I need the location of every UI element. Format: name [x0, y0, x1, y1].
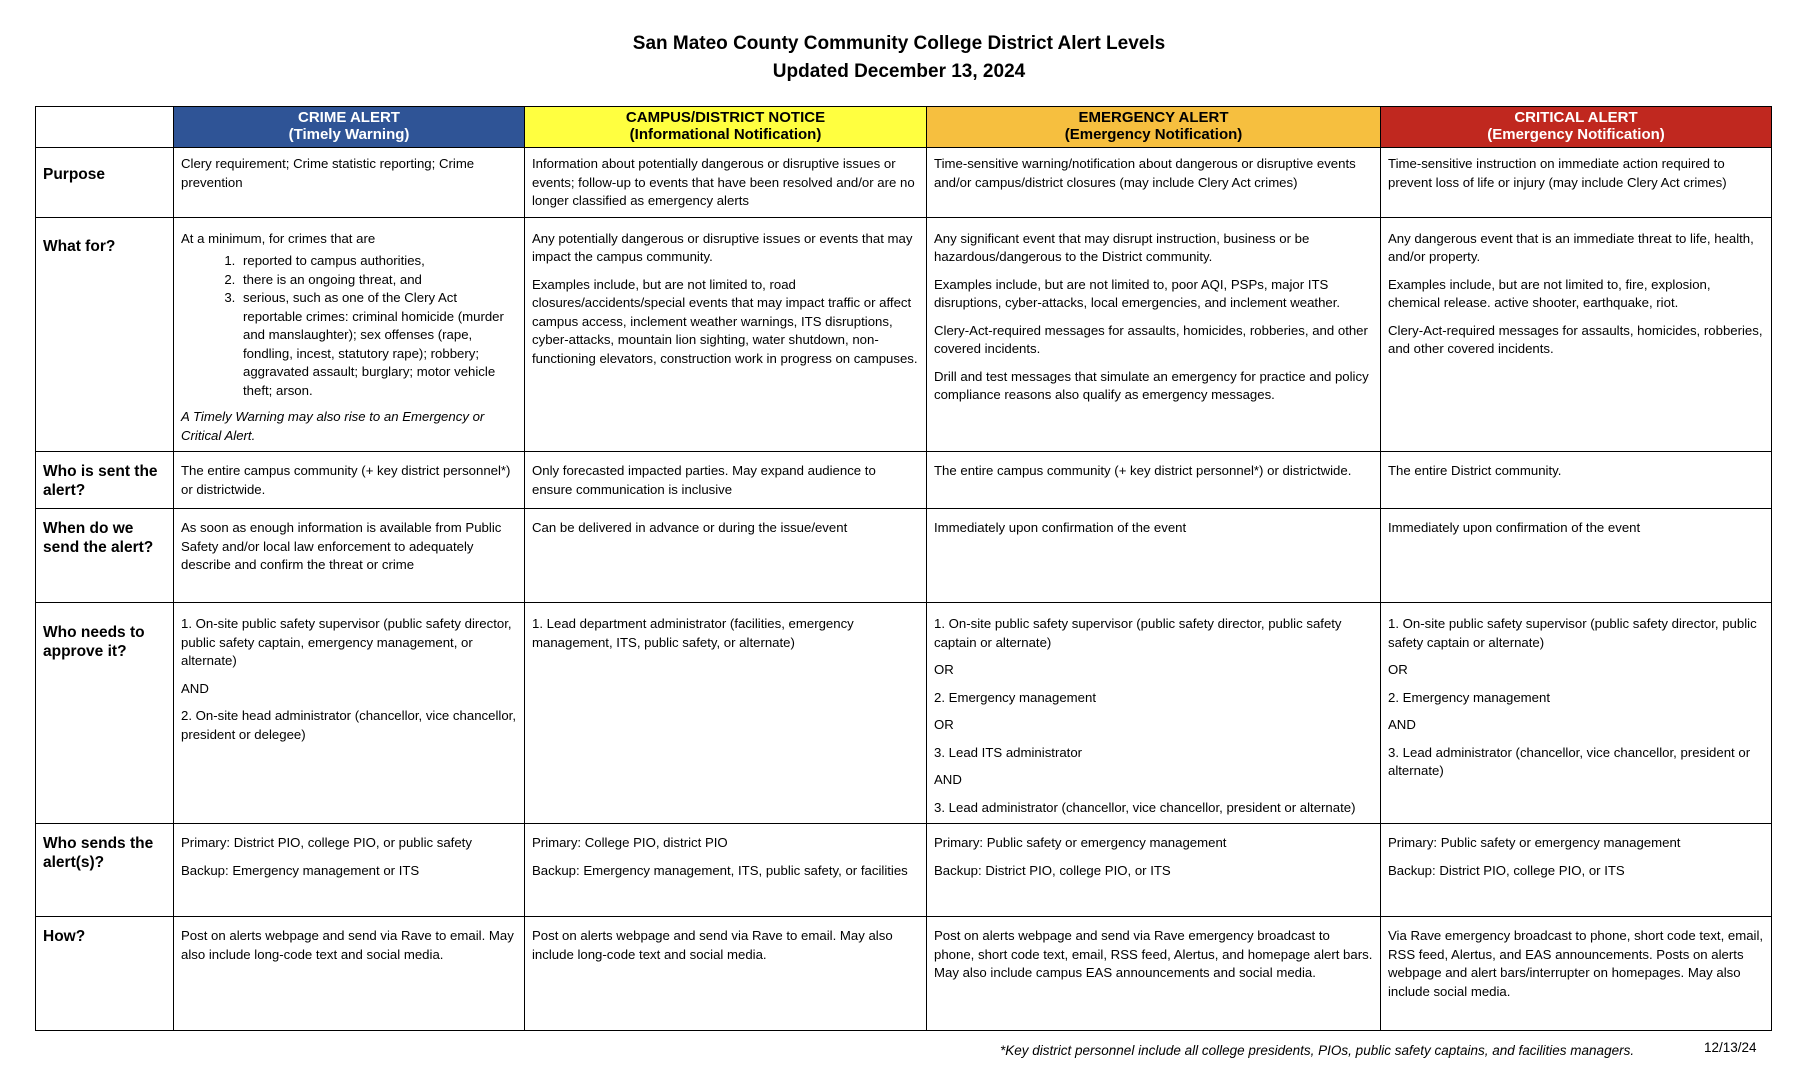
cell-crime: As soon as enough information is available from Public Safety and/or local law enforcement to adequately describe and confirm the threat or crime — [174, 509, 525, 603]
row-label: Who is sent the alert? — [36, 452, 174, 509]
cell-crime — [174, 603, 525, 824]
cell-text: Primary: College PIO, district PIO — [532, 835, 728, 850]
header-title: EMERGENCY ALERT — [1078, 109, 1229, 126]
header-crime-alert — [174, 107, 525, 148]
cell-text: AND — [181, 680, 209, 696]
header-title: CRITICAL ALERT — [1514, 109, 1638, 126]
crime-criteria-list — [181, 252, 517, 400]
cell-crime — [174, 217, 525, 452]
cell-text: 3. Lead administrator (chancellor, vice chancellor, president or alternate) — [1388, 744, 1751, 778]
cell-notice — [525, 603, 927, 824]
cell-critical: Immediately upon confirmation of the event — [1381, 509, 1772, 603]
cell-critical — [1381, 217, 1772, 452]
document-subtitle: Updated December 13, 2024 — [772, 61, 1026, 82]
cell-notice: Can be delivered in advance or during the issue/event — [525, 509, 927, 603]
row-when — [36, 509, 1772, 603]
cell-text: OR — [934, 717, 954, 732]
cell-emergency: Post on alerts webpage and send via Rave emergency broadcast to phone, short code text, email, RSS feed, Alertus, and homepage alert bars. May also include campus EAS announcements and social media. — [927, 917, 1381, 1031]
cell-notice: Only forecasted impacted parties. May expand audience to ensure communication is inclusive — [525, 452, 927, 509]
cell-text: OR — [934, 662, 954, 677]
cell-crime: Post on alerts webpage and send via Rave to email. May also include long-code text and social media. — [174, 917, 525, 1031]
list-item: 3. serious, such as one of the Clery Act reportable crimes: criminal homicide (murder and manslaughter); sex offenses (rape, fondling, incest, statutory rape); robbery; aggravated assault; burglary; motor vehicle theft; arson. — [239, 289, 517, 400]
cell-crime: Clery requirement; Crime statistic reporting; Crime prevention — [174, 148, 525, 218]
header-subtitle: (Emergency Notification) — [1487, 126, 1665, 143]
cell-text: 1. On-site public safety supervisor (public safety director, public safety captain, emergency management, or alternate) — [181, 616, 512, 668]
cell-crime: The entire campus community (+ key district personnel*) or districtwide. — [174, 452, 525, 509]
cell-critical: Time-sensitive instruction on immediate action required to prevent loss of life or injury (may include Clery Act crimes) — [1381, 148, 1772, 218]
cell-text: Backup: District PIO, college PIO, or ITS — [1388, 862, 1625, 878]
row-who-sends — [36, 824, 1772, 917]
cell-text: 1. On-site public safety supervisor (public safety director, public safety captain or alternate) — [934, 616, 1342, 650]
header-critical-alert — [1381, 107, 1772, 148]
cell-notice: Post on alerts webpage and send via Rave to email. May also include long-code text and social media. — [525, 917, 927, 1031]
cell-critical — [1381, 824, 1772, 917]
row-purpose — [36, 148, 1772, 218]
cell-text: Examples include, but are not limited to, road closures/accidents/special events that may impact traffic or affect campus access, inclement weather warnings, ITS disruptions, cyber-attacks, mountain lion sighting, water shutdown, non-functioning elevators, construction work in progress on campuses. — [532, 276, 918, 366]
cell-text: 3. Lead administrator (chancellor, vice chancellor, president or alternate) — [934, 799, 1356, 815]
cell-text: AND — [1388, 717, 1416, 732]
cell-notice: Information about potentially dangerous or disruptive issues or events; follow-up to events that have been resolved and/or are no longer classified as emergency alerts — [525, 148, 927, 218]
footnote: *Key district personnel include all college presidents, PIOs, public safety captains, and facilities managers. — [1000, 1043, 1635, 1058]
header-campus-district-notice — [525, 107, 927, 148]
cell-text: 1. Lead department administrator (facilities, emergency management, ITS, public safety, or alternate) — [532, 616, 854, 650]
row-label: Who needs to approve it? — [36, 603, 174, 824]
cell-critical: Via Rave emergency broadcast to phone, short code text, email, RSS feed, Alertus, and EAS announcements. Posts on alerts webpage and alert bars/interrupter on homepages. May also include social media. — [1381, 917, 1772, 1031]
alert-levels-table — [35, 106, 1772, 1031]
cell-text: Backup: Emergency management, ITS, public safety, or facilities — [532, 862, 908, 878]
row-who-is-sent — [36, 452, 1772, 509]
row-label: How? — [36, 917, 174, 1031]
corner-cell — [36, 107, 174, 148]
cell-text: 3. Lead ITS administrator — [934, 744, 1083, 760]
header-emergency-alert — [927, 107, 1381, 148]
footer-date: 12/13/24 — [1704, 1040, 1757, 1055]
cell-notice — [525, 824, 927, 917]
row-label: What for? — [36, 217, 174, 452]
cell-text: Primary: District PIO, college PIO, or public safety — [181, 835, 472, 850]
row-how — [36, 917, 1772, 1031]
cell-text: AND — [934, 772, 962, 787]
cell-critical — [1381, 603, 1772, 824]
list-item: 2. there is an ongoing threat, and — [239, 271, 517, 290]
cell-text: 2. On-site head administrator (chancellor, vice chancellor, president or delegee) — [181, 708, 516, 742]
cell-text: 2. Emergency management — [934, 689, 1096, 705]
cell-emergency — [927, 603, 1381, 824]
cell-text: Examples include, but are not limited to, fire, explosion, chemical release. active shooter, earthquake, riot. — [1388, 276, 1711, 310]
cell-text: Clery-Act-required messages for assaults, homicides, robberies, and other covered incidents. — [934, 322, 1368, 356]
header-subtitle: (Emergency Notification) — [1064, 126, 1243, 143]
cell-crime — [174, 824, 525, 917]
cell-notice — [525, 217, 927, 452]
row-label: Who sends the alert(s)? — [36, 824, 174, 917]
list-item: 1. reported to campus authorities, — [239, 252, 517, 271]
row-label: Purpose — [36, 148, 174, 218]
cell-text: Any potentially dangerous or disruptive issues or events that may impact the campus community. — [532, 230, 913, 264]
header-title: CAMPUS/DISTRICT NOTICE — [625, 109, 826, 126]
cell-emergency: Immediately upon confirmation of the event — [927, 509, 1381, 603]
cell-critical: The entire District community. — [1381, 452, 1772, 509]
cell-text: 2. Emergency management — [1388, 689, 1550, 705]
cell-text: Backup: District PIO, college PIO, or ITS — [934, 862, 1171, 878]
cell-text: Examples include, but are not limited to, poor AQI, PSPs, major ITS disruptions, cyber-attacks, local emergencies, and inclement weather. — [934, 276, 1341, 310]
row-approve — [36, 603, 1772, 824]
cell-text: Clery-Act-required messages for assaults, homicides, robberies, and other covered incidents. — [1388, 322, 1763, 356]
header-title: CRIME ALERT — [298, 109, 400, 126]
cell-text: OR — [1388, 662, 1408, 677]
header-row — [36, 107, 1772, 148]
cell-text: Any significant event that may disrupt instruction, business or be hazardous/dangerous to the District community. — [934, 230, 1310, 264]
row-label: When do we send the alert? — [36, 509, 174, 603]
header-subtitle: (Informational Notification) — [629, 126, 822, 143]
cell-text: Primary: Public safety or emergency management — [1388, 835, 1681, 850]
cell-text: Backup: Emergency management or ITS — [181, 862, 420, 878]
cell-text: Primary: Public safety or emergency management — [934, 835, 1227, 850]
cell-text: 1. On-site public safety supervisor (public safety director, public safety captain or alternate) — [1388, 616, 1757, 650]
cell-emergency: The entire campus community (+ key district personnel*) or districtwide. — [927, 452, 1381, 509]
cell-emergency: Time-sensitive warning/notification about dangerous or disruptive events and/or campus/district closures (may include Clery Act crimes) — [927, 148, 1381, 218]
row-what-for — [36, 217, 1772, 452]
cell-text: Any dangerous event that is an immediate threat to life, health, and/or property. — [1388, 230, 1754, 264]
cell-text: At a minimum, for crimes that are — [181, 230, 376, 246]
document-title: San Mateo County Community College District Alert Levels — [632, 33, 1166, 54]
cell-note: A Timely Warning may also rise to an Emergency or Critical Alert. — [181, 409, 485, 443]
header-subtitle: (Timely Warning) — [288, 126, 410, 143]
cell-emergency — [927, 217, 1381, 452]
cell-text: Drill and test messages that simulate an emergency for practice and policy compliance reasons also qualify as emergency messages. — [934, 368, 1369, 402]
cell-emergency — [927, 824, 1381, 917]
